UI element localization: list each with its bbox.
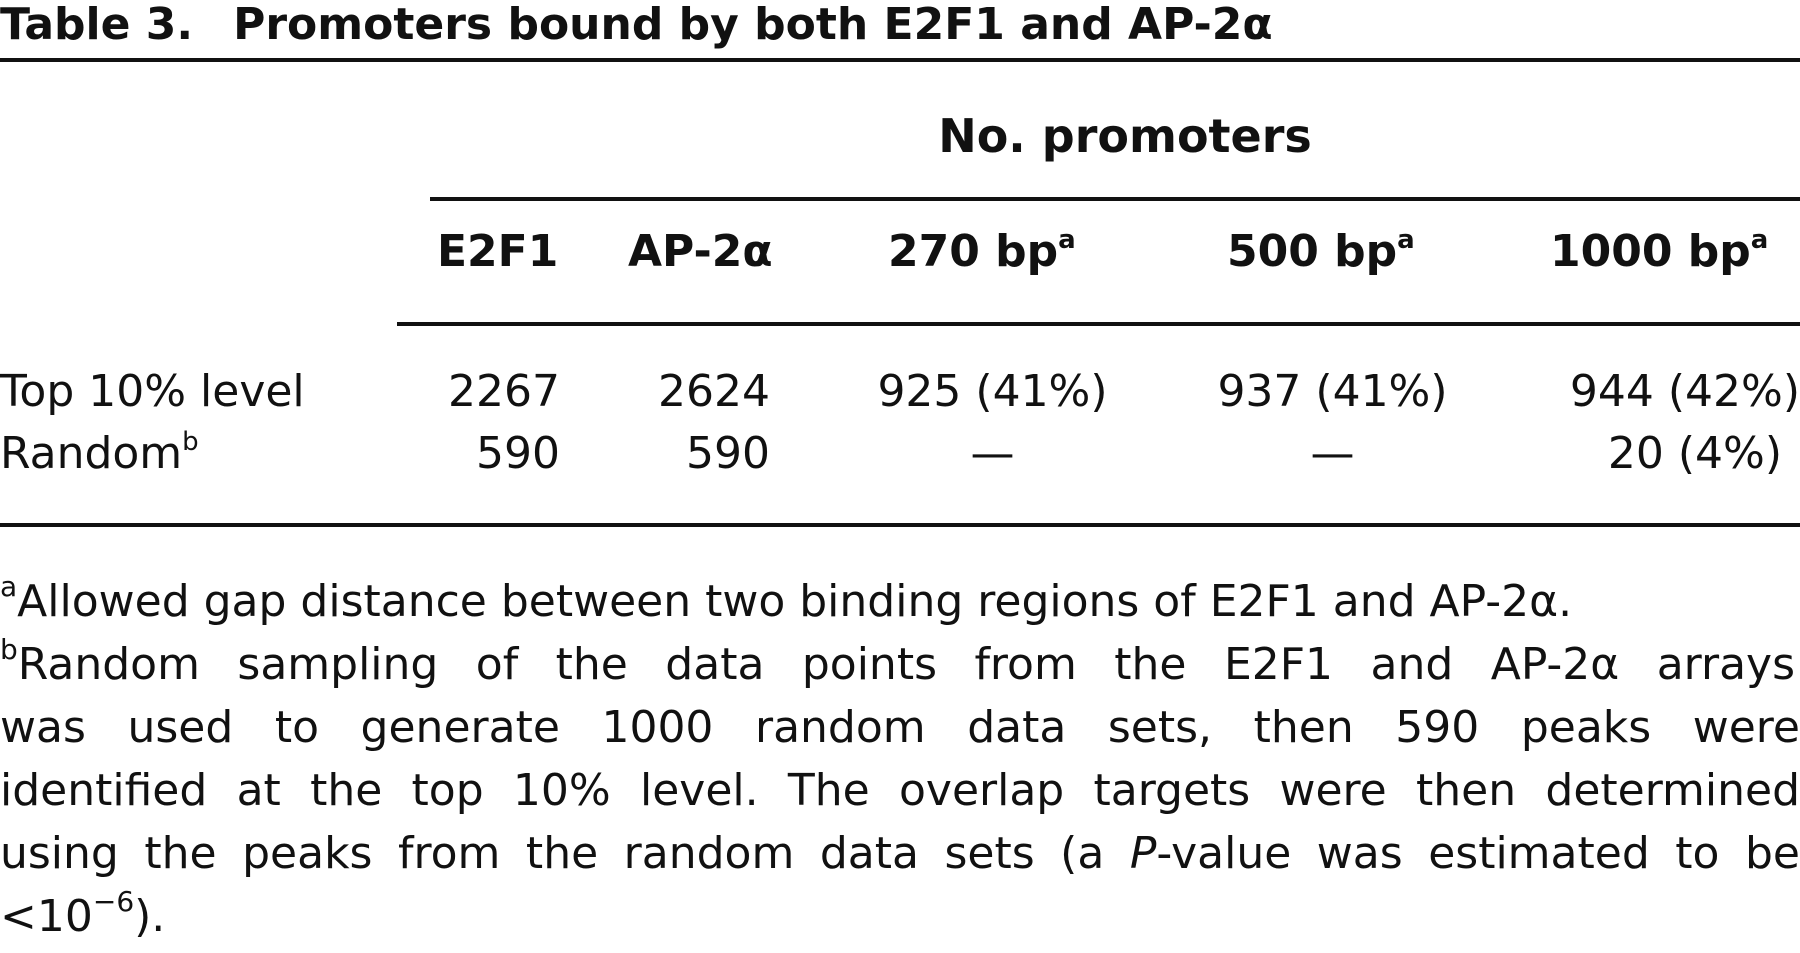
footnote-b-line: was used to generate 1000 random data sets, then 590 peaks were: [0, 702, 1800, 753]
table-cell: 944 (42%): [1569, 366, 1800, 417]
footnote-a: [0, 570, 1800, 633]
column-header-e2f1: E2F1: [437, 226, 559, 277]
footnote-marker: a: [1397, 225, 1415, 255]
footnote-marker: a: [1058, 225, 1076, 255]
table-cell: 2624: [658, 366, 770, 417]
footnote-b-line: identified at the top 10% level. The overlap targets were then determined: [0, 765, 1800, 816]
table-cell: —: [970, 428, 1015, 479]
footnote-marker: a: [0, 570, 18, 603]
table-cell: 20 (4%): [1607, 428, 1782, 479]
footnote-b: [0, 633, 1800, 948]
table-footnotes: [0, 570, 1800, 948]
row-label-top10: Top 10% level: [0, 366, 305, 417]
footnote-b-line: Random sampling of the data points from the E2F1 and AP-2α arrays: [17, 639, 1795, 690]
table-cell: 2267: [448, 366, 560, 417]
row-label-random: Random$^b$: [0, 427, 199, 479]
footnote-marker: b: [0, 633, 18, 666]
table-cell: 937 (41%): [1217, 366, 1448, 417]
table-title: [0, 0, 1273, 58]
group-header: No. promoters: [938, 109, 1312, 163]
top-rule: [0, 58, 1800, 62]
table-label: Table 3.: [0, 0, 194, 50]
table-cell: 590: [686, 428, 770, 479]
column-header-1000bp: 1000 $bp^a$: [1550, 225, 1769, 277]
table-cell: 925 (41%): [877, 366, 1108, 417]
column-header-ap2a: AP-2α: [628, 226, 773, 277]
footnote-b-line-4: using the peaks from the random data sets (a P-value was estimated to be: [0, 828, 1800, 879]
header-rule: [397, 322, 1800, 326]
bottom-rule: [0, 523, 1800, 527]
footnote-b-line-5: $<10^{-6}$).: [0, 885, 166, 942]
column-header-500bp: 500 $bp^a$: [1227, 225, 1415, 277]
table-cell: 590: [476, 428, 560, 479]
footnote-a-text: Allowed gap distance between two binding regions of E2F1 and AP-2α.: [17, 576, 1573, 627]
group-rule: [430, 197, 1800, 201]
footnote-marker: a: [1750, 225, 1769, 255]
column-header-270bp: 270 $bp^a$: [888, 225, 1076, 277]
table-cell: —: [1310, 428, 1355, 479]
footnote-marker: b: [182, 427, 199, 457]
table-caption: Promoters bound by both E2F1 and AP-2α: [233, 0, 1273, 50]
